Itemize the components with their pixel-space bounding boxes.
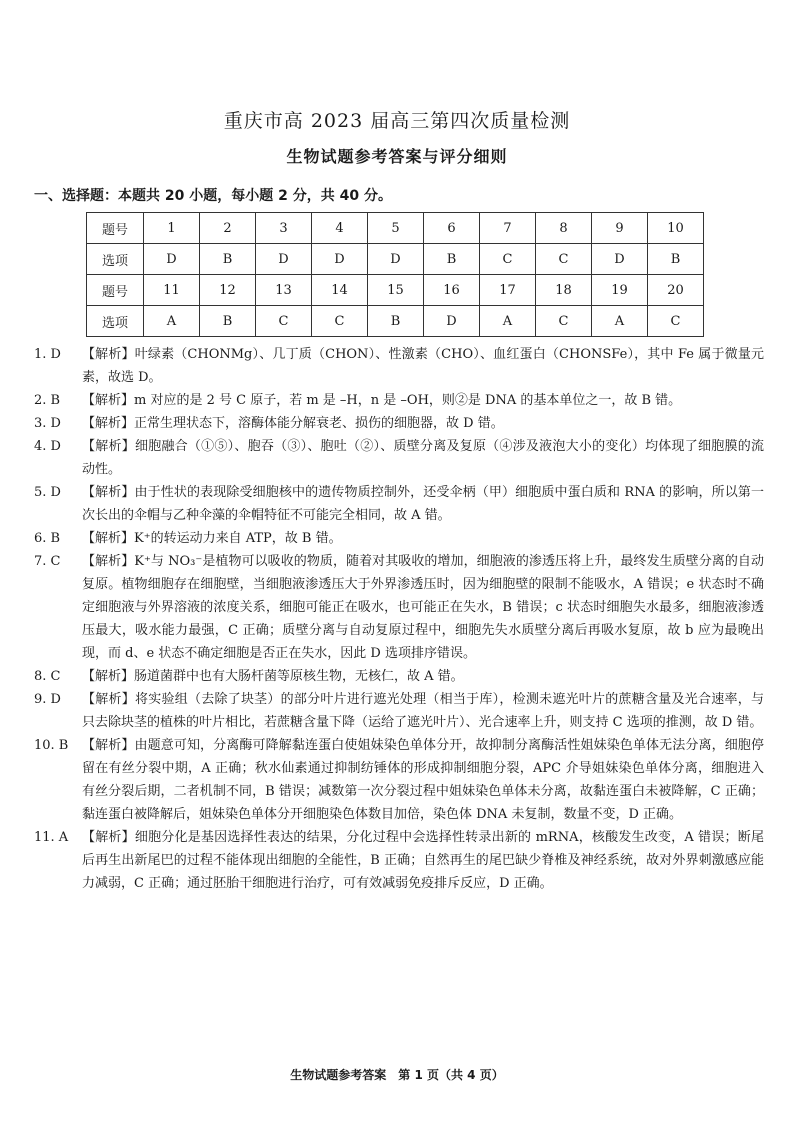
table-cell: B bbox=[200, 306, 256, 337]
table-cell: 18 bbox=[536, 275, 592, 306]
table-cell: A bbox=[592, 306, 648, 337]
list-item bbox=[34, 550, 764, 665]
answer-table bbox=[86, 212, 704, 337]
table-row bbox=[87, 213, 704, 244]
list-item bbox=[34, 435, 764, 481]
document-subtitle: 生物试题参考答案与评分细则 bbox=[286, 147, 508, 166]
item-text: 【解析】叶绿素（CHONMg）、几丁质（CHON）、性激素（CHO）、血红蛋白（CHONSFe），其中 Fe 属于微量元素，故选 D。 bbox=[82, 347, 764, 385]
table-row bbox=[87, 275, 704, 306]
item-number: 10. B bbox=[34, 738, 69, 753]
table-cell: 16 bbox=[424, 275, 480, 306]
table-cell: 8 bbox=[536, 213, 592, 244]
item-text: 【解析】K⁺与 NO₃⁻是植物可以吸收的物质，随着对其吸收的增加，细胞液的渗透压将上升，最终发生质壁分离的自动复原。植物细胞存在细胞壁，当细胞液渗透压大于外界渗透压时，因为细胞壁的限制不能吸水，A 错误；e 状态时不确定细胞液与外界溶液的浓度关系，细胞可能正在吸水，也可能正在失水，B 错误；c 状态时细胞失水最多，细胞液渗透压最大，吸水能力最强，C 正确；质壁分离与自动复原过程中，细胞先失水质壁分离后再吸水复原，故 b 应为最晚出现，而 d、e 状态不确定细胞是否正在失水，因此 D 选项排序错误。 bbox=[82, 554, 764, 661]
table-cell: D bbox=[256, 244, 312, 275]
table-row bbox=[87, 306, 704, 337]
item-text: 【解析】细胞融合（①⑤）、胞吞（③）、胞吐（②）、质壁分离及复原（④涉及液泡大小的变化）均体现了细胞膜的流动性。 bbox=[82, 439, 764, 477]
list-item bbox=[34, 734, 764, 826]
table-cell: A bbox=[144, 306, 200, 337]
table-cell: D bbox=[312, 244, 368, 275]
table-cell: 5 bbox=[368, 213, 424, 244]
table-cell: 3 bbox=[256, 213, 312, 244]
table-cell: B bbox=[648, 244, 704, 275]
table-cell: 12 bbox=[200, 275, 256, 306]
table-cell: B bbox=[424, 244, 480, 275]
table-cell: 4 bbox=[312, 213, 368, 244]
row-label-question: 题号 bbox=[87, 213, 144, 244]
explanation-list bbox=[34, 343, 764, 895]
item-text: 【解析】K⁺的转运动力来自 ATP，故 B 错。 bbox=[82, 531, 342, 546]
table-cell: 9 bbox=[592, 213, 648, 244]
table-cell: C bbox=[536, 244, 592, 275]
list-item bbox=[34, 343, 764, 389]
item-number: 5. D bbox=[34, 485, 61, 500]
item-number: 1. D bbox=[34, 347, 61, 362]
item-number: 7. C bbox=[34, 554, 61, 569]
table-cell: 14 bbox=[312, 275, 368, 306]
table-cell: C bbox=[312, 306, 368, 337]
table-cell: D bbox=[368, 244, 424, 275]
table-cell: A bbox=[480, 306, 536, 337]
table-cell: 1 bbox=[144, 213, 200, 244]
table-cell: C bbox=[536, 306, 592, 337]
item-text: 【解析】由于性状的表现除受细胞核中的遗传物质控制外，还受伞柄（甲）细胞质中蛋白质和 RNA 的影响，所以第一次长出的伞帽与乙种伞藻的伞帽特征不可能完全相同，故 A 错。 bbox=[82, 485, 764, 523]
page-footer: 生物试题参考答案 第 1 页（共 4 页） bbox=[290, 1068, 504, 1082]
row-label-answer: 选项 bbox=[87, 244, 144, 275]
item-number: 4. D bbox=[34, 439, 61, 454]
table-cell: C bbox=[480, 244, 536, 275]
item-number: 6. B bbox=[34, 531, 61, 546]
item-number: 3. D bbox=[34, 416, 61, 431]
table-cell: 19 bbox=[592, 275, 648, 306]
list-item bbox=[34, 481, 764, 527]
table-cell: C bbox=[648, 306, 704, 337]
table-cell: 15 bbox=[368, 275, 424, 306]
list-item bbox=[34, 688, 764, 734]
item-number: 2. B bbox=[34, 393, 61, 408]
row-label-answer: 选项 bbox=[87, 306, 144, 337]
row-label-question: 题号 bbox=[87, 275, 144, 306]
table-cell: D bbox=[592, 244, 648, 275]
item-number: 11. A bbox=[34, 830, 69, 845]
item-text: 【解析】正常生理状态下，溶酶体能分解衰老、损伤的细胞器，故 D 错。 bbox=[82, 416, 504, 431]
table-cell: B bbox=[200, 244, 256, 275]
table-cell: 7 bbox=[480, 213, 536, 244]
item-text: 【解析】将实验组（去除了块茎）的部分叶片进行遮光处理（相当于库），检测未遮光叶片的蔗糖含量及光合速率，与只去除块茎的植株的叶片相比，若蔗糖含量下降（运给了遮光叶片）、光合速率上升，则支持 C 选项的推测，故 D 错。 bbox=[82, 692, 764, 730]
list-item bbox=[34, 527, 764, 550]
table-cell: 17 bbox=[480, 275, 536, 306]
list-item bbox=[34, 389, 764, 412]
item-number: 8. C bbox=[34, 669, 61, 684]
table-cell: 20 bbox=[648, 275, 704, 306]
table-cell: 10 bbox=[648, 213, 704, 244]
table-cell: 11 bbox=[144, 275, 200, 306]
section-heading: 一、选择题：本题共 20 小题，每小题 2 分，共 40 分。 bbox=[34, 188, 392, 204]
document-title: 重庆市高 2023 届高三第四次质量检测 bbox=[223, 110, 571, 132]
item-text: 【解析】细胞分化是基因选择性表达的结果，分化过程中会选择性转录出新的 mRNA，核酸发生改变，A 错误；断尾后再生出新尾巴的过程不能体现出细胞的全能性，B 正确；自然再生的尾巴缺少脊椎及神经系统，故对外界刺激感应能力减弱，C 正确；通过胚胎干细胞进行治疗，可有效减弱免疫排斥反应，D 正确。 bbox=[82, 830, 764, 891]
item-text: 【解析】由题意可知，分离酶可降解黏连蛋白使姐妹染色单体分开，故抑制分离酶活性姐妹染色单体无法分离，细胞停留在有丝分裂中期，A 正确；秋水仙素通过抑制纺锤体的形成抑制细胞分裂，APC 介导姐妹染色单体分离，细胞进入有丝分裂后期，二者机制不同，B 错误；减数第一次分裂过程中姐妹染色单体未分离，故黏连蛋白未被降解，C 正确；黏连蛋白被降解后，姐妹染色单体分开细胞染色体数目加倍，染色体 DNA 未复制，数量不变，D 正确。 bbox=[82, 738, 764, 822]
table-cell: D bbox=[144, 244, 200, 275]
table-cell: D bbox=[424, 306, 480, 337]
item-text: 【解析】m 对应的是 2 号 C 原子，若 m 是 –H，n 是 –OH，则②是 DNA 的基本单位之一，故 B 错。 bbox=[82, 393, 682, 408]
list-item bbox=[34, 665, 764, 688]
table-cell: 13 bbox=[256, 275, 312, 306]
table-cell: C bbox=[256, 306, 312, 337]
list-item bbox=[34, 826, 764, 895]
list-item bbox=[34, 412, 764, 435]
table-cell: 2 bbox=[200, 213, 256, 244]
table-cell: B bbox=[368, 306, 424, 337]
table-row bbox=[87, 244, 704, 275]
item-text: 【解析】肠道菌群中也有大肠杆菌等原核生物，无核仁，故 A 错。 bbox=[82, 669, 464, 684]
item-number: 9. D bbox=[34, 692, 61, 707]
table-cell: 6 bbox=[424, 213, 480, 244]
